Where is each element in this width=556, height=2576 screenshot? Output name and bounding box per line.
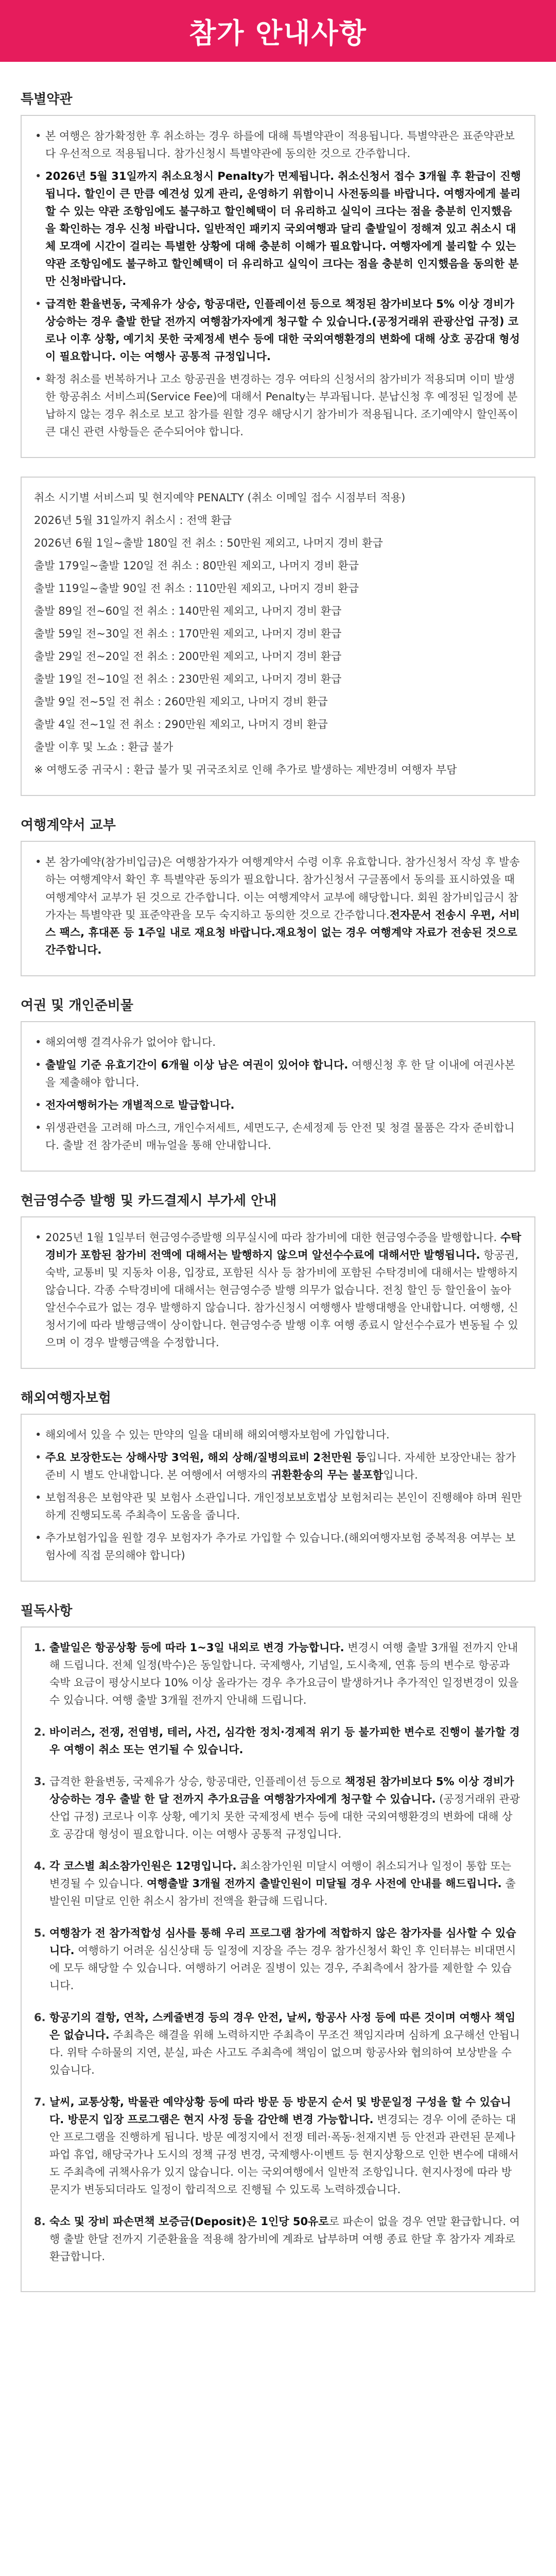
text: 로 파손이 없을 경우 연말 환급합니다. 여행 출발 한달 전까지 기준환율을 적용해 참가비에 계좌로 납부하며 여행 종료 한달 후 참가자 계좌로 환급합니다.: [49, 2215, 520, 2263]
text: 항공권, 숙박, 교통비 및 지동차 이용, 입장료, 포함된 식사 등 참가비에 포함된 수탁경비에 대해서는 발행하지 않습니다. 각종 수탁경비에 대해서는 현금영수증 발행 의무가 없습니다. 전칭 할인 등 할인율이 높아 알선수수료가 없는 경우 발행하지 않습니다. 참가신청시 여행행사 발행대행을 안내합니다. 여행행, 신청서기에 따라 발행금액이 상이합니다. 현금영수증 발행 이후 여행 종료시 알선수수료가 변동될 수 있으며 이 경우 발행금액을 수정합니다.: [45, 1248, 518, 1349]
cancel-line: 출발 89일 전~60일 전 취소 : 140만원 제외고, 나머지 경비 환급: [34, 605, 342, 618]
passport-box: [21, 1021, 535, 1172]
bold-text: 2026년 5월 31일까지 취소요청시 Penalty가 면제됩니다. 취소신청서 접수 3개월 후 환급이 진행됩니다. 할인이 큰 만큼 예견성 있게 관리, 운영하기 위함이니 사전동의를 바랍니다. 여행자에게 불리할 수 있는 약관 조항임에도 불구하고 할인혜택이 더 유리하고 실익이 크다는 점을 충분히 인지했음을 확인하는 경우 신청 바랍니다. 일반적인 패키지 국외여행과 달리 출발일이 정해져 있고 취소시 대체 모객에 시간이 걸리는 특별한 상황에 대해 충분히 이해가 필요합니다. 여행자에게 불리할 수 있는 약관 조항임에도 불구하고 할인혜택이 더 유리하고 실익이 크다는 점을 충분히 인지했음을 동의한 분만 신청바랍니다.: [45, 170, 521, 288]
notes-item-number: 4.: [34, 1860, 46, 1873]
cancel-penalty-section: [21, 477, 535, 796]
cancel-line: 출발 59일 전~30일 전 취소 : 170만원 제외고, 나머지 경비 환급: [34, 628, 342, 640]
notes-item-text: [49, 2096, 519, 2196]
bold-text: 각 코스별 최소참가인원은 12명입니다.: [49, 1860, 237, 1873]
text: 출발인원 미달로 인한 취소시 참가비 전액을 환급해 드립니다.: [49, 1877, 516, 1908]
contract-section: [21, 815, 535, 976]
text: 여행하기 어려운 심신상태 등 일정에 지장을 주는 경우 참가신청서 확인 후 인터뷰는 비대면시에 모두 해당할 수 있습니다. 여행하기 어려운 질병이 있는 경우, 주최측에서 참가를 제한할 수 있습니다.: [49, 1944, 516, 1992]
notes-item-number: 1.: [34, 1641, 46, 1654]
text: 주최측은 해결을 위해 노력하지만 주최측이 무조건 책임지라며 심하게 요구해선 안됩니다. 위탁 수하물의 지연, 분실, 파손 사고도 주최측에 책임이 없으며 항공사와 협의하여 보상받을 수 있습니다.: [49, 2029, 520, 2077]
special-terms-title: 특별약관: [21, 92, 73, 107]
notes-item: [34, 2213, 522, 2265]
special-terms-section: [21, 89, 535, 458]
notes-item: [34, 2009, 522, 2079]
notes-item-text: [49, 1927, 516, 1992]
bold-text: 여행출발 3개월 전까지 출발인원이 미달될 경우 사전에 안내를 해드립니다.: [147, 1877, 502, 1890]
text: 최소참가인원 미달시 여행이 취소되거나 일정이 통합 또는 변경될 수 있습니다.: [49, 1860, 512, 1890]
cancel-line: 출발 9일 전~5일 전 취소 : 260만원 제외고, 나머지 경비 환급: [34, 696, 328, 708]
contract-title: 여행계약서 교부: [21, 818, 116, 834]
receipt-box: [21, 1216, 535, 1369]
text: 급격한 환율변동, 국제유가 상승, 항공대란, 인플레이션 등으로: [49, 1775, 345, 1788]
cancel-line: 2026년 5월 31일까지 취소시 : 전액 환급: [34, 514, 232, 527]
text: 위생관련을 고려해 마스크, 개인수저세트, 세면도구, 손세정제 등 안전 및 청결 물품은 각자 준비합니다. 출발 전 참가준비 매뉴얼을 통해 안내합니다.: [45, 1121, 515, 1151]
contract-item: [34, 853, 522, 958]
bold-text: 책정된 참가비보다 5% 이상 경비가 상승하는 경우 출발 한 달 전까지 추가요금을 여행참가자에게 청구할 수 있습니다.: [49, 1775, 514, 1805]
bold-text: (공정거래위 관광산업 규정) 코로나 이후 상황, 예기치 못한 국제정세 변수 등에 대한 국외여행환경의 변화에 대해 상호 공감대 형성이 필요합니다. 이는 여행사 공통적 규정입니다.: [45, 315, 520, 363]
bold-text: 전자문서 전송시 우편, 서비스 팩스, 휴대폰 등 1주일 내로 재요청 바랍니다.: [45, 908, 520, 939]
passport-item: [34, 1056, 522, 1091]
bold-text: 항공기의 결항, 연착, 스케쥴변경 등의 경우 안전, 날씨, 항공사 사정 등에 따른 것이며 여행사 책임은 없습니다.: [49, 2011, 516, 2042]
passport-item: [34, 1096, 522, 1114]
notes-item: [34, 1723, 522, 1758]
page-header: [0, 0, 556, 62]
notes-item: [34, 1639, 522, 1709]
special-terms-item: [34, 295, 522, 365]
bold-text: 귀환환송의 무는 불포함: [271, 1468, 384, 1481]
bold-text: 출발일은 항공상황 등에 따라 1~3일 내외로 변경 가능합니다.: [49, 1641, 344, 1654]
insurance-item: [34, 1489, 522, 1524]
cancel-penalty-box: [21, 477, 535, 796]
cancel-line: 출발 179일~출발 120일 전 취소 : 80만원 제외고, 나머지 경비 환급: [34, 560, 359, 572]
bold-text: 급격한 환율변동, 국제유가 상승, 항공대란, 인플레이션 등으로 책정된 참가비보다 5% 이상 경비가 상승하는 경우 출발 한달 전까지 여행참가자에게 청구할 수 있습니다.: [45, 298, 514, 328]
text: 본 참가예약(참가비입금)은 여행참가자가 여행계약서 수령 이후 유효합니다. 참가신청서 작성 후 발송하는 여행계약서 확인 후 특별약관 동의가 필요합니다. 참가신청서 구글폼에서 동의를 표시하였을 때 여행계약서 교부가 된 것으로 간주합니다. 이는 여행계약서 교부에 해당합니다. 회원 참가비입금시 참가자는 특별약관 및 표준약관을 모두 숙지하고 동의한 것으로 간주합니다.: [45, 856, 520, 921]
cancel-line: 출발 4일 전~1일 전 취소 : 290만원 제외고, 나머지 경비 환급: [34, 718, 328, 731]
insurance-box: [21, 1414, 535, 1582]
notes-item: [34, 1773, 522, 1843]
special-terms-box: [21, 115, 535, 458]
notes-title: 필독사항: [21, 1603, 73, 1619]
insurance-item: [34, 1449, 522, 1484]
receipt-item: [34, 1229, 522, 1351]
insurance-title: 해외여행자보험: [21, 1390, 111, 1406]
notes-item-text: [49, 1860, 516, 1907]
bold-text: 여행참가 전 참가적합성 심사를 통해 우리 프로그램 참가에 적합하지 않은 참가자를 심사할 수 있습니다.: [49, 1927, 516, 1957]
text: 여행신청 후 한 달 이내에 여권사본을 제출해야 합니다.: [45, 1058, 515, 1089]
contract-box: [21, 841, 535, 976]
bold-text: 재요청이 없는 경우 여행계약 자료가 전송된 것으로 간주합니다.: [45, 926, 517, 956]
text: 입니다.: [383, 1468, 418, 1481]
notes-item-number: 8.: [34, 2215, 46, 2228]
notes-item: [34, 2093, 522, 2198]
cancel-line: 출발 이후 및 노쇼 : 환급 불가: [34, 741, 173, 754]
receipt-title: 현금영수증 발행 및 카드결제시 부가세 안내: [21, 1193, 277, 1209]
cancel-line: 2026년 6월 1일~출발 180일 전 취소 : 50만원 제외고, 나머지 경비 환급: [34, 537, 383, 550]
notes-item-text: [49, 2215, 520, 2263]
bold-text: 출발일 기준 유효기간이 6개월 이상 남은 여권이 있어야 합니다.: [45, 1058, 349, 1071]
bold-text: 수탁경비가 포함된 참가비 전액에 대해서는 발행하지 않으며 알선수수료에 대해서만 발행됩니다.: [45, 1231, 522, 1261]
notes-item-text: [49, 1641, 518, 1706]
cancel-line: 취소 시기별 서비스피 및 현지예약 PENALTY (취소 이메일 접수 시점부터 적용): [34, 492, 406, 504]
bold-text: 전자여행허가는 개별적으로 발급합니다.: [45, 1098, 235, 1111]
notes-item-text: [49, 2011, 520, 2076]
passport-title: 여권 및 개인준비물: [21, 997, 134, 1013]
notes-item-number: 2.: [34, 1725, 46, 1738]
text: 2025년 1월 1일부터 현금영수증발행 의무실시에 따라 참가비에 대한 현금영수증을 발행합니다.: [45, 1231, 500, 1244]
text: 확정 취소를 번복하거나 고소 항공권을 변경하는 경우 여타의 신청서의 참가비가 적용되며 이미 발생한 항공취소 서비스피(Service Fee)에 대해서 Penalty는 부과됩니다. 분납신청 후 예정된 일정에 분납하지 않는 경우 취소로 보고 참가를 원할 경우 해당시기 참가비가 적용됩니다. 조기예약시 할인폭이 큰 대신 관련 사항들은 준수되어야 합니다.: [45, 373, 518, 438]
notes-item-text: [49, 1775, 520, 1840]
notes-item: [34, 1857, 522, 1910]
bold-text: 날씨, 교통상황, 박물관 예약상황 등에 따라 방문 등 방문지 순서 및 방문일정 구성을 할 수 있습니다. 방문지 입장 프로그램은 현지 사정 등을 감안해 변경 가능합니다.: [49, 2096, 511, 2126]
insurance-section: [21, 1387, 535, 1582]
insurance-item: [34, 1426, 522, 1444]
bold-text: 주요 보장한도는 상해사망 3억원, 해외 상해/질병의료비 2천만원 등: [45, 1451, 367, 1464]
cancel-line: ※ 여행도중 귀국시 : 환급 불가 및 귀국조치로 인해 추가로 발생하는 제반경비 여행자 부담: [34, 764, 457, 776]
cancel-line: 출발 119일~출발 90일 전 취소 : 110만원 제외고, 나머지 경비 환급: [34, 582, 359, 595]
text: 해외여행 결격사유가 없어야 합니다.: [45, 1036, 216, 1048]
text: 입니다. 자세한 보장안내는 참가준비 시 별도 안내합니다. 본 여행에서 여행자의: [45, 1451, 516, 1481]
special-terms-item: [34, 127, 522, 162]
notes-box: [21, 1626, 535, 2292]
notes-item: [34, 1924, 522, 1994]
bold-text: 바이러스, 전쟁, 전염병, 테러, 사건, 심각한 정치·경제적 위기 등 불가피한 변수로 진행이 불가할 경우 여행이 취소 또는 연기될 수 있습니다.: [49, 1725, 520, 1756]
notes-item-number: 7.: [34, 2096, 46, 2109]
special-terms-item: [34, 167, 522, 290]
insurance-item: [34, 1529, 522, 1564]
text: 보험적용은 보험약관 및 보험사 소관입니다. 개인정보보호법상 보험처리는 본인이 진행해야 하며 원만하게 진행되도록 주최측이 도움을 줍니다.: [45, 1491, 522, 1521]
content: [0, 62, 556, 2331]
notes-item-text: [49, 1726, 520, 1756]
bold-text: 숙소 및 장비 파손면책 보증금(Deposit)은 1인당 50유로: [49, 2215, 329, 2228]
passport-item: [34, 1119, 522, 1154]
special-terms-item: [34, 370, 522, 440]
cancel-line: 출발 29일 전~20일 전 취소 : 200만원 제외고, 나머지 경비 환급: [34, 650, 342, 663]
text: (공정거래위 관광산업 규정) 코로나 이후 상황, 예기치 못한 국제정세 변수 등에 대한 국외여행환경의 변화에 대해 상호 공감대 형성이 필요합니다. 이는 여행사 공통적 규정입니다.: [49, 1792, 520, 1841]
text: 해외에서 있을 수 있는 만약의 일을 대비해 해외여행자보험에 가입합니다.: [45, 1428, 390, 1441]
receipt-section: [21, 1190, 535, 1369]
text: 추가보험가입을 원할 경우 보험자가 추가로 가입할 수 있습니다.(해외여행자보험 중복적용 여부는 보험사에 직접 문의해야 합니다): [45, 1531, 516, 1562]
text: 변경되는 경우 이에 준하는 대안 프로그램을 진행하게 됩니다. 방문 예정지에서 전쟁 테러·폭동·천재지변 등 안전과 관련된 문제나 파업 휴업, 해당국가나 도시의 정책 규정 변경, 국제행사·이벤트 등 현지상황으로 인한 변수에 대해서도 주최측에 귀책사유가 있지 않습니다. 이는 국외여행에서 일반적 조항입니다. 현지사정에 따라 방문지가 변동되더라도 일정이 합리적으로 진행될 수 있도록 노력하겠습니다.: [49, 2113, 519, 2196]
notes-item-number: 6.: [34, 2011, 46, 2024]
text: 본 여행은 참가확정한 후 취소하는 경우 하를에 대해 특별약관이 적용됩니다. 특별약관은 표준약관보다 우선적으로 적용됩니다. 참가신청시 특별약관에 동의한 것으로 간주합니다.: [45, 130, 515, 160]
notes-section: [21, 1600, 535, 2292]
text: 변경시 여행 출발 3개월 전까지 안내해 드립니다. 전체 일정(박수)은 동일합니다. 국제행사, 기념일, 도시축제, 연휴 등의 변수로 항공과 숙박 요금이 평상시보다 10% 이상 올라가는 경우 추가요금이 발생하거나 추가적인 일정변경이 있을 수 있습니다. 여행 출발 3개월 전까지 안내해 드립니다.: [49, 1641, 519, 1706]
page-title: 참가 안내사항: [189, 16, 367, 49]
cancel-line: 출발 19일 전~10일 전 취소 : 230만원 제외고, 나머지 경비 환급: [34, 673, 342, 686]
notes-item-number: 5.: [34, 1927, 46, 1940]
notes-item-number: 3.: [34, 1775, 46, 1788]
passport-section: [21, 995, 535, 1172]
passport-item: [34, 1033, 522, 1051]
